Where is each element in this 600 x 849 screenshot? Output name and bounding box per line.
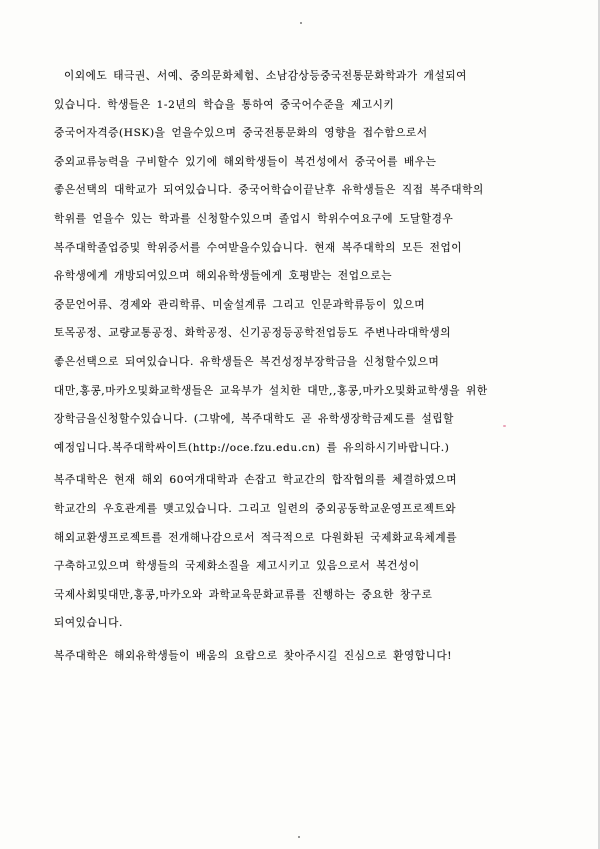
scan-dot xyxy=(300,22,302,24)
text-line: 중국어자격증(HSK)을 얻을수있으며 중국전통문화의 영향을 접수함으로서 xyxy=(54,127,428,140)
text-line: 예정입니다.복주대학싸이트(http://oce.fzu.edu.cn) 를 유의하시기바랍니다.) xyxy=(54,441,450,454)
text-line: 좋은선택으로 되여있습니다. 유학생들은 복건성정부장학금을 신청할수있으며 xyxy=(54,355,440,368)
text-line: 국제사회및대만,홍콩,마카오와 과학교육문화교류를 진행하는 중요한 창구로 xyxy=(54,588,433,601)
text-line: 학교간의 우호관계를 맺고있습니다. 그리고 일련의 중외공동학교운영프로젝트와 xyxy=(54,502,457,515)
text-line: 복주대학졸업증및 학위증서를 수여받을수있습니다. 현재 복주대학의 모든 전업이 xyxy=(54,241,463,254)
text-line: 장학금을신청할수있습니다. (그밖에, 복주대학도 곧 유학생장학금제도를 설립할 xyxy=(54,413,455,426)
paragraph xyxy=(54,466,554,638)
text-line: 되여있습니다. xyxy=(54,617,123,630)
text-line: 복주대학은 현재 해외 60여개대학과 손잡고 학교간의 합작협의를 체결하였으며 xyxy=(54,474,458,487)
text-line: 해외교환생프로젝트를 전개해나감으로서 적극적으로 다원화된 국제화교육체계를 xyxy=(54,531,458,544)
text-line: 유학생에게 개방되여있으며 해외유학생들에게 호평받는 전업으로는 xyxy=(54,270,393,283)
body-text xyxy=(54,62,554,670)
scan-dot xyxy=(298,836,300,838)
text-line: 학위를 얻을수 있는 학과를 신청할수있으며 졸업시 학위수여요구에 도달할경우 xyxy=(54,212,454,225)
text-line: 중문언어류、경제와 관리학류、미술설계류 그리고 인문과학류등이 있으며 xyxy=(54,298,426,311)
text-line: 중외교류능력을 구비할수 있기에 해외학생들이 복건성에서 중국어를 배우는 xyxy=(54,155,437,168)
text-line: 좋은선택의 대학교가 되여있습니다. 중국어학습이끝난후 유학생들은 직접 복주대학의 xyxy=(54,184,484,197)
text-line: 구축하고있으며 학생들의 국제화소질을 제고시키고 있음으로서 복건성이 xyxy=(54,560,420,573)
text-line: 이외에도 태극권、서예、중의문화체험、소남감상등중국전통문화학과가 개설되여 xyxy=(64,70,468,82)
text-line: 복주대학은 해외유학생들이 배움의 요람으로 찾아주시길 진심으로 환영합니다! xyxy=(54,649,453,662)
paragraph xyxy=(54,62,554,462)
text-line: 대만,홍콩,마카오및화교학생들은 교육부가 설치한 대만,,홍콩,마카오및화교학생을 위한 xyxy=(54,384,488,397)
text-line: 토목공정、교량교통공정、화학공정、신기공정등공학전업등도 주변나라대학생의 xyxy=(54,327,452,340)
text-line: 있습니다. 학생들은 1-2년의 학습을 통하여 중국어수준을 제고시키 xyxy=(54,98,395,111)
paragraph xyxy=(54,642,554,671)
